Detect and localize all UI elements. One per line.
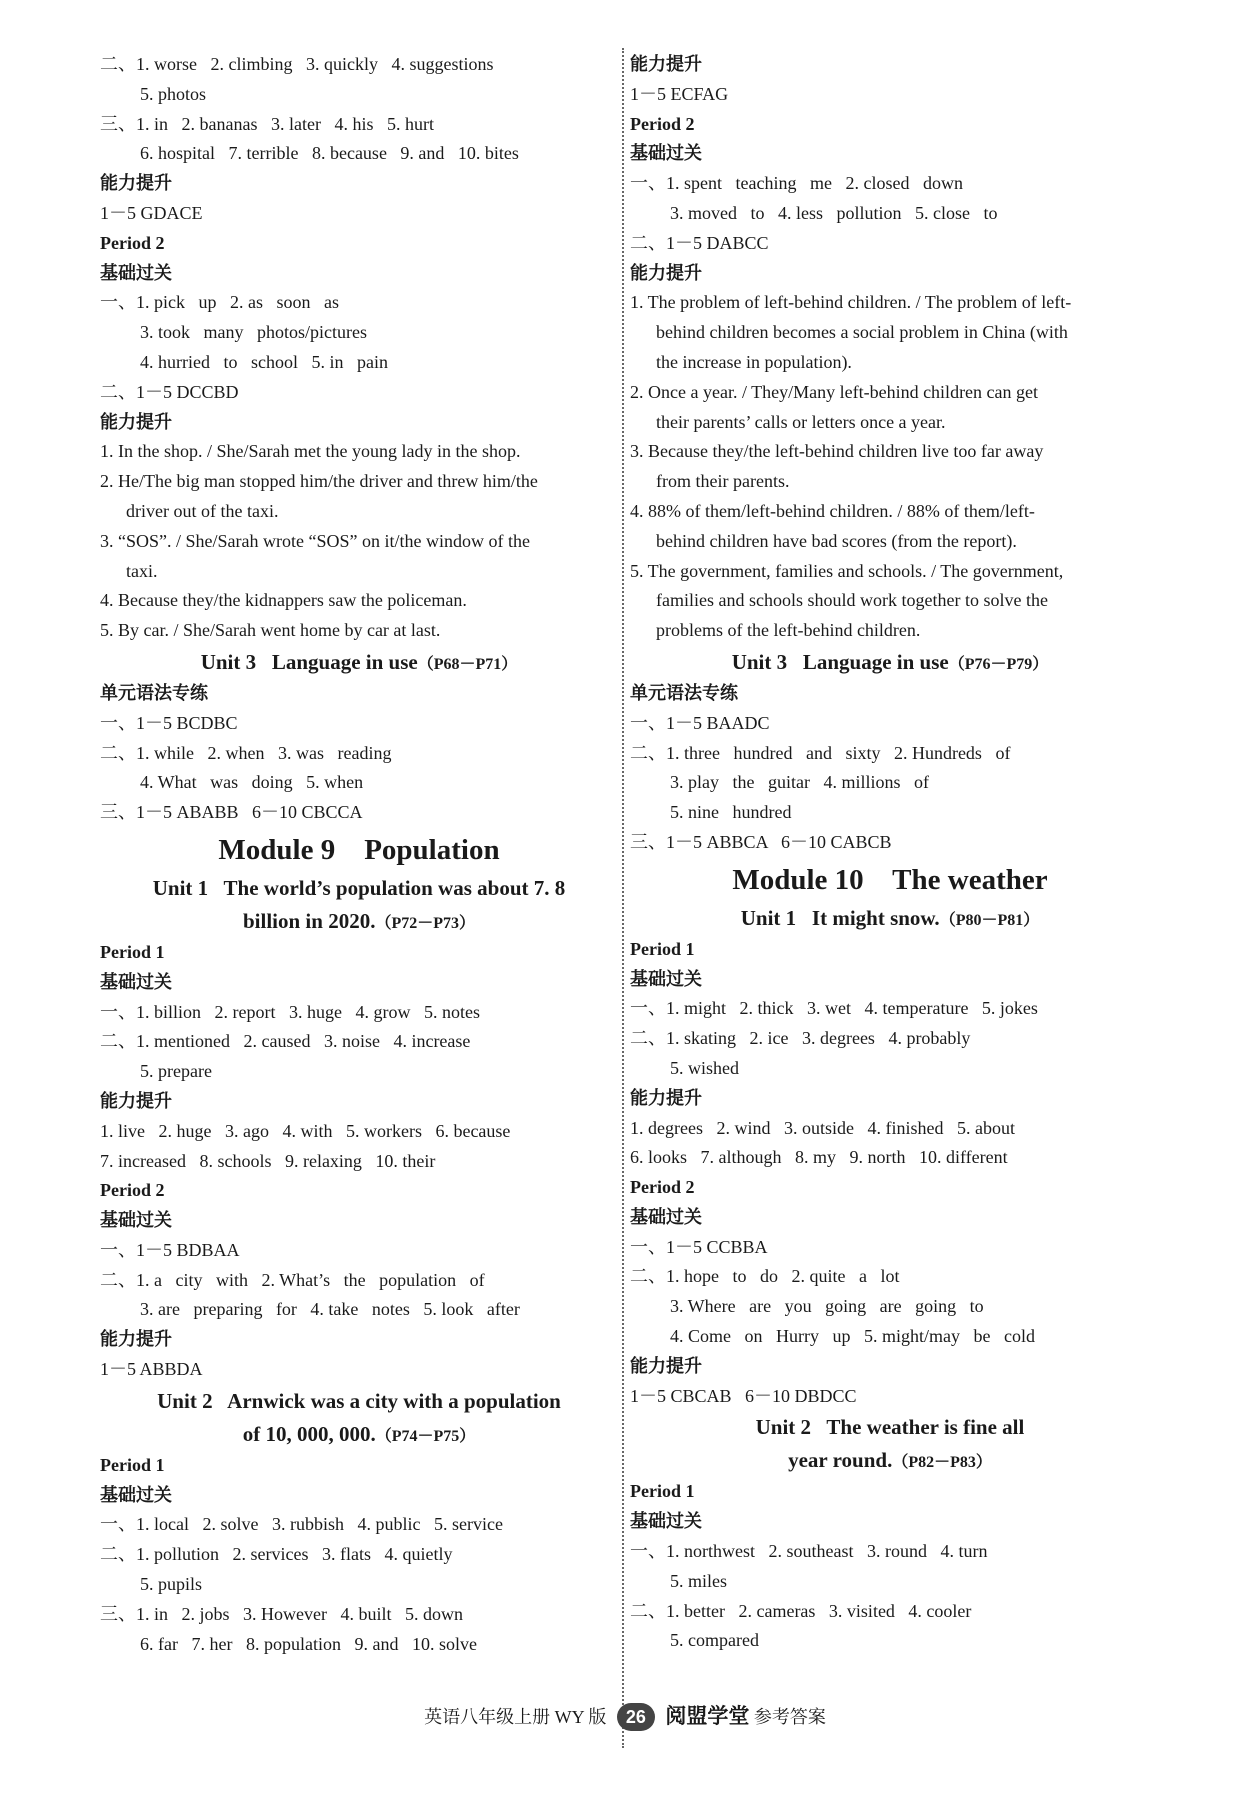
answer-line: 1－5 GDACE bbox=[100, 202, 203, 223]
page-footer bbox=[0, 1700, 1250, 1731]
answer-line: 一、1－5 BAADC bbox=[630, 712, 770, 733]
answer-line: 4. What was doing 5. when bbox=[140, 772, 364, 793]
footer-book-title: 英语八年级上册 WY 版 bbox=[424, 1707, 607, 1727]
answer-line: 1. In the shop. / She/Sarah met the young lady in the shop. bbox=[100, 441, 521, 462]
answer-line: behind children becomes a social problem in China (with bbox=[656, 322, 1068, 343]
answer-line: 二、1－5 DCCBD bbox=[100, 381, 239, 402]
answer-line: 二、1. a city with 2. What’s the population of bbox=[100, 1269, 485, 1290]
answer-line: 一、1. northwest 2. southeast 3. round 4. turn bbox=[630, 1541, 988, 1562]
answer-line: 1. live 2. huge 3. ago 4. with 5. workers 6. because bbox=[100, 1120, 511, 1141]
answer-line: 2. Once a year. / They/Many left-behind children can get bbox=[630, 381, 1039, 402]
page-range: （P82－P83） bbox=[892, 1454, 992, 1472]
section-heading: 单元语法专练 bbox=[100, 682, 208, 704]
section-heading: 单元语法专练 bbox=[630, 682, 738, 704]
section-heading: 能力提升 bbox=[100, 1329, 172, 1351]
unit-heading: year round.（P82－P83） bbox=[788, 1448, 992, 1473]
answer-line: 6. looks 7. although 8. my 9. north 10. different bbox=[630, 1147, 1008, 1168]
answer-line: 1－5 ABBDA bbox=[100, 1359, 203, 1380]
answer-line: 一、1－5 BCDBC bbox=[100, 712, 238, 733]
answer-line: 一、1. billion 2. report 3. huge 4. grow 5. notes bbox=[100, 1001, 480, 1022]
answer-line: 二、1. worse 2. climbing 3. quickly 4. suggestions bbox=[100, 54, 494, 74]
answer-line: driver out of the taxi. bbox=[126, 500, 279, 521]
section-heading: 基础过关 bbox=[100, 1484, 172, 1506]
answer-line: 3. play the guitar 4. millions of bbox=[670, 772, 929, 793]
answer-line: 5. prepare bbox=[140, 1061, 212, 1082]
section-heading: 能力提升 bbox=[100, 173, 172, 195]
answer-line: 三、1－5 ABABB 6－10 CBCCA bbox=[100, 802, 363, 823]
answer-line: 1－5 CBCAB 6－10 DBDCC bbox=[630, 1385, 857, 1406]
left-column bbox=[100, 50, 618, 1659]
answer-line: 一、1－5 BDBAA bbox=[100, 1239, 240, 1260]
unit-heading: Unit 2 Arnwick was a city with a population bbox=[157, 1388, 561, 1413]
period-heading: Period 1 bbox=[630, 938, 695, 959]
answer-line: the increase in population). bbox=[656, 351, 852, 372]
period-heading: Period 2 bbox=[630, 113, 695, 134]
period-heading: Period 1 bbox=[630, 1481, 695, 1502]
answer-line: 二、1. hope to do 2. quite a lot bbox=[630, 1266, 900, 1287]
answer-line: 二、1. three hundred and sixty 2. Hundreds of bbox=[630, 742, 1011, 763]
answer-line: families and schools should work together to solve the bbox=[656, 590, 1048, 611]
section-heading: 能力提升 bbox=[630, 1355, 702, 1377]
answer-line: 4. 88% of them/left-behind children. / 88% of them/left- bbox=[630, 500, 1035, 521]
answer-line: 一、1. local 2. solve 3. rubbish 4. public 5. service bbox=[100, 1514, 503, 1535]
section-heading: 能力提升 bbox=[100, 1090, 172, 1112]
answer-line: 二、1. pollution 2. services 3. flats 4. quietly bbox=[100, 1544, 453, 1565]
answer-line: 5. compared bbox=[670, 1630, 759, 1651]
period-heading: Period 2 bbox=[630, 1177, 695, 1198]
unit-heading: billion in 2020.（P72－P73） bbox=[242, 908, 476, 933]
answer-line: behind children have bad scores (from the report). bbox=[656, 530, 1017, 551]
section-heading: 基础过关 bbox=[630, 1511, 702, 1533]
page-range: （P74－P75） bbox=[375, 1427, 476, 1445]
unit-heading: Unit 3 Language in use（P76－P79） bbox=[731, 649, 1049, 674]
section-heading: 基础过关 bbox=[100, 262, 172, 284]
section-heading: 能力提升 bbox=[100, 411, 172, 433]
answer-line: 二、1－5 DABCC bbox=[630, 232, 769, 253]
answer-line: 3. are preparing for 4. take notes 5. look after bbox=[140, 1299, 520, 1320]
answer-line: 3. Because they/the left-behind children live too far away bbox=[630, 441, 1044, 462]
answer-line: 5. wished bbox=[670, 1057, 739, 1078]
answer-line: 一、1. spent teaching me 2. closed down bbox=[630, 173, 963, 194]
page-range: （P80－P81） bbox=[939, 911, 1040, 929]
answer-line: taxi. bbox=[126, 560, 158, 581]
answer-line: 二、1. mentioned 2. caused 3. noise 4. increase bbox=[100, 1031, 471, 1052]
section-heading: 能力提升 bbox=[630, 262, 702, 284]
module-heading: Module 10 The weather bbox=[732, 863, 1048, 896]
period-heading: Period 2 bbox=[100, 232, 165, 253]
answer-line: 4. hurried to school 5. in pain bbox=[140, 351, 388, 372]
page-range: （P72－P73） bbox=[375, 914, 476, 932]
publisher-logo: 阅盟学堂 bbox=[665, 1704, 750, 1728]
column-divider bbox=[622, 48, 626, 1748]
section-heading: 基础过关 bbox=[630, 1206, 702, 1228]
answer-line: 三、1－5 ABBCA 6－10 CABCB bbox=[630, 831, 892, 852]
unit-heading: Unit 1 The world’s population was about 7. 8 bbox=[152, 875, 566, 900]
answer-line: 5. photos bbox=[140, 83, 207, 104]
period-heading: Period 2 bbox=[100, 1180, 165, 1201]
answer-line: 二、1. while 2. when 3. was reading bbox=[100, 742, 392, 763]
answer-line: 3. “SOS”. / She/Sarah wrote “SOS” on it/the window of the bbox=[100, 530, 530, 551]
answer-line: problems of the left-behind children. bbox=[656, 620, 921, 641]
answer-line: 5. miles bbox=[670, 1570, 727, 1591]
answer-line: 二、1. skating 2. ice 3. degrees 4. probably bbox=[630, 1028, 971, 1049]
answer-line: 3. moved to 4. less pollution 5. close to bbox=[670, 202, 998, 223]
period-heading: Period 1 bbox=[100, 1454, 165, 1475]
answer-line: 5. nine hundred bbox=[670, 802, 792, 823]
answer-line: their parents’ calls or letters once a year. bbox=[656, 411, 946, 432]
answer-line: 6. far 7. her 8. population 9. and 10. solve bbox=[140, 1633, 477, 1654]
answer-line: 5. By car. / She/Sarah went home by car at last. bbox=[100, 620, 441, 641]
section-heading: 能力提升 bbox=[630, 1087, 702, 1109]
answer-line: 5. The government, families and schools. / The government, bbox=[630, 560, 1064, 581]
section-heading: 基础过关 bbox=[100, 971, 172, 993]
answer-line: 7. increased 8. schools 9. relaxing 10. their bbox=[100, 1150, 436, 1171]
answer-line: 三、1. in 2. bananas 3. later 4. his 5. hurt bbox=[100, 113, 434, 134]
unit-heading: of 10, 000, 000.（P74－P75） bbox=[242, 1421, 476, 1446]
answer-line: 4. Come on Hurry up 5. might/may be cold bbox=[670, 1326, 1035, 1347]
footer-label: 参考答案 bbox=[753, 1707, 826, 1727]
page-range: （P68－P71） bbox=[417, 655, 518, 673]
section-heading: 基础过关 bbox=[100, 1210, 172, 1232]
answer-line: 三、1. in 2. jobs 3. However 4. built 5. down bbox=[100, 1603, 463, 1624]
answer-line: 一、1. pick up 2. as soon as bbox=[100, 292, 339, 313]
answer-line: 6. hospital 7. terrible 8. because 9. and 10. bites bbox=[140, 143, 519, 164]
answer-line: 1－5 ECFAG bbox=[630, 83, 729, 104]
answer-line: 3. Where are you going are going to bbox=[670, 1296, 984, 1317]
right-column bbox=[630, 50, 1150, 1656]
answer-line: 一、1. might 2. thick 3. wet 4. temperature 5. jokes bbox=[630, 998, 1038, 1019]
answer-line: 二、1. better 2. cameras 3. visited 4. cooler bbox=[630, 1600, 972, 1621]
period-heading: Period 1 bbox=[100, 941, 165, 962]
answer-line: from their parents. bbox=[656, 471, 790, 492]
answer-line: 1. The problem of left-behind children. / The problem of left- bbox=[630, 292, 1072, 313]
answer-line: 3. took many photos/pictures bbox=[140, 322, 367, 343]
section-heading: 能力提升 bbox=[630, 54, 702, 75]
section-heading: 基础过关 bbox=[630, 968, 702, 990]
unit-heading: Unit 2 The weather is fine all bbox=[755, 1415, 1025, 1440]
answer-line: 4. Because they/the kidnappers saw the policeman. bbox=[100, 590, 467, 611]
answer-line: 5. pupils bbox=[140, 1574, 203, 1595]
answer-line: 2. He/The big man stopped him/the driver and threw him/the bbox=[100, 471, 538, 492]
page-number: 26 bbox=[617, 1703, 655, 1731]
section-heading: 基础过关 bbox=[630, 143, 702, 165]
unit-heading: Unit 3 Language in use（P68－P71） bbox=[200, 649, 518, 674]
answer-line: 1. degrees 2. wind 3. outside 4. finished 5. about bbox=[630, 1117, 1015, 1138]
module-heading: Module 9 Population bbox=[218, 833, 500, 866]
unit-heading: Unit 1 It might snow.（P80－P81） bbox=[740, 905, 1040, 930]
answer-line: 一、1－5 CCBBA bbox=[630, 1236, 768, 1257]
page-range: （P76－P79） bbox=[948, 655, 1049, 673]
